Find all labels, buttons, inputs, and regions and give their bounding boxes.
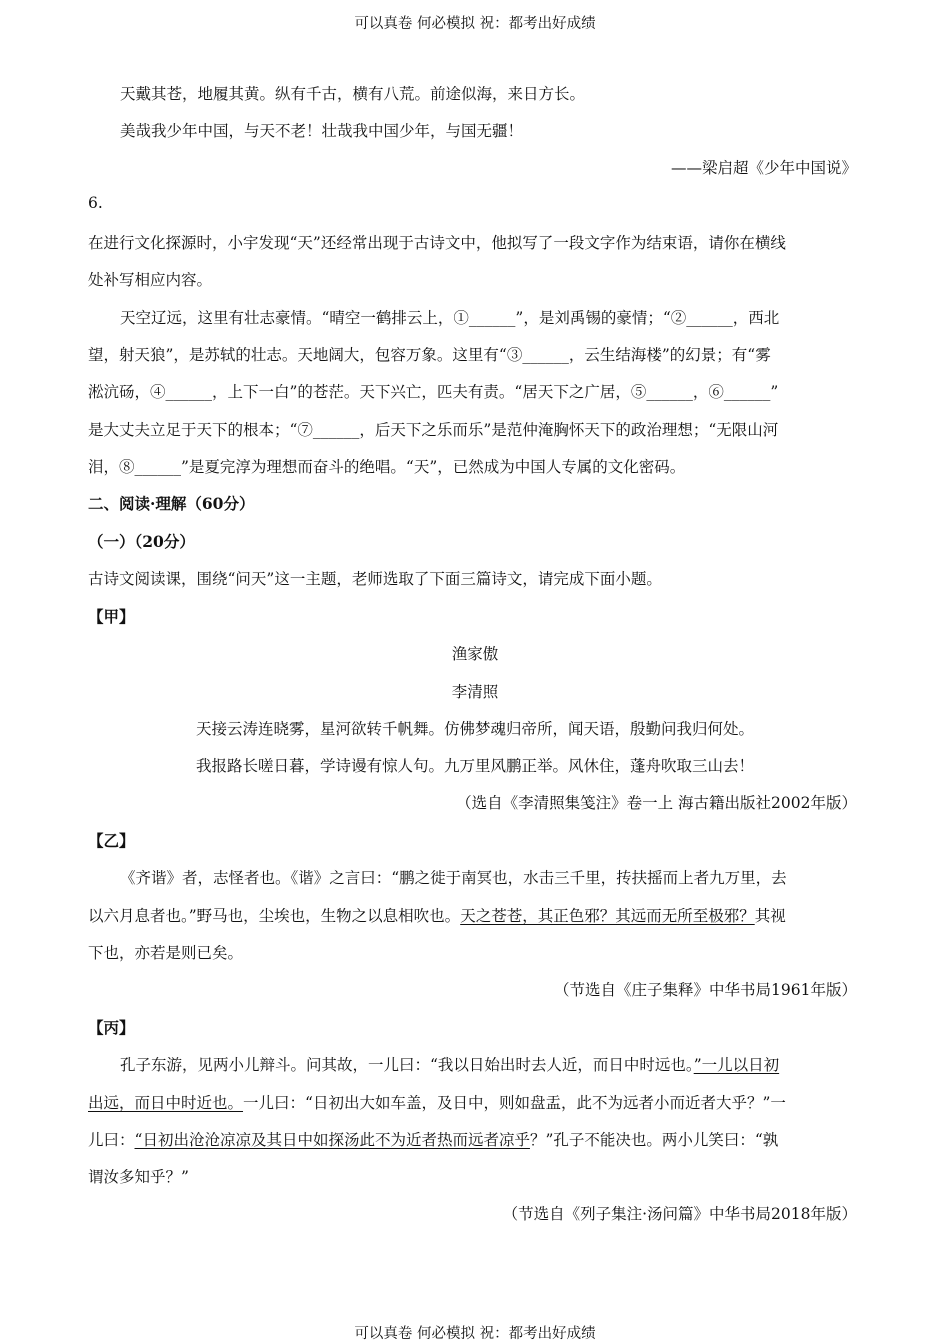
passage-label-jia: 【甲】 [88,607,135,626]
passage-label-bing: 【丙】 [88,1018,135,1037]
quote-line-2: 美哉我少年中国，与天不老！壮哉我中国少年，与国无疆！ [120,122,524,140]
reading-intro: 古诗文阅读课，围绕“问天”这一主题，老师选取了下面三篇诗文，请完成下面小题。 [88,570,662,588]
poem-source: （选自《李清照集笺注》卷一上 海古籍出版社2002年版） [456,794,857,812]
fill-blank-paragraph-line: 淞沆砀，④______，上下一白”的苍茫。天下兴亡，匹夫有责。“居天下之广居，⑤______，⑥______” [88,383,779,401]
page-footer: 可以真卷 何必模拟 祝：都考出好成绩 [354,1326,596,1342]
underlined-sentence: ”一儿以日初 [693,1056,780,1074]
passage-label-yi: 【乙】 [88,831,135,850]
underlined-sentence: 天之苍苍，其正色邪？其远而无所至极邪？ [460,907,755,925]
question-number: 6. [88,194,103,212]
passage-yi-source: （节选自《庄子集释》中华书局1961年版） [554,981,857,999]
underlined-sentence: 出远，而日中时近也。 [88,1094,244,1112]
fill-blank-paragraph-line: 望，射天狼”，是苏轼的壮志。天地阔大，包容万象。这里有“③______，云生结海楼”的幻景；有“雾 [88,346,771,364]
poem-title: 渔家傲 [451,645,499,663]
passage-bing-line: 出远，而日中时近也。一儿曰：“日初出大如车盖，及日中，则如盘盂，此不为远者小而近者大乎？”一 [88,1094,786,1112]
passage-yi-line: 以六月息者也。”野马也，尘埃也，生物之以息相吹也。天之苍苍，其正色邪？其远而无所至极邪？其视 [88,907,786,925]
passage-yi-line: 《齐谐》者，志怪者也。《谐》之言曰：“鹏之徙于南冥也，水击三千里，抟扶摇而上者九万里，去 [120,869,787,887]
part-title: （一）（20分） [88,532,195,551]
question-prompt-cont: 处补写相应内容。 [88,271,213,289]
passage-bing-source: （节选自《列子集注·汤问篇》中华书局2018年版） [502,1205,857,1223]
quote-source: ——梁启超《少年中国说》 [670,159,857,177]
fill-blank-paragraph: 天空辽远，这里有壮志豪情。“晴空一鹤排云上，①______”，是刘禹锡的豪情；“②______，西北 [120,309,780,327]
page-header: 可以真卷 何必模拟 祝：都考出好成绩 [354,16,596,32]
poem-line-1: 天接云涛连晓雾，星河欲转千帆舞。仿佛梦魂归帝所，闻天语，殷勤问我归何处。 [195,720,754,738]
passage-yi-line: 下也，亦若是则已矣。 [88,944,244,962]
question-prompt: 在进行文化探源时，小宇发现“天”还经常出现于古诗文中，他拟写了一段文字作为结束语，请你在横线 [88,234,786,252]
passage-bing-line: 儿曰：“日初出沧沧凉凉及其日中如探汤此不为近者热而远者凉乎？”孔子不能决也。两小儿笑曰：“孰 [88,1131,779,1149]
passage-bing-line: 谓汝多知乎？” [88,1168,189,1186]
section-title: 二、阅读·理解（60分） [88,494,255,513]
poem-line-2: 我报路长嗟日暮，学诗谩有惊人句。九万里风鹏正举。风休住，蓬舟吹取三山去！ [195,757,754,775]
fill-blank-paragraph-line: 泪，⑧______”是夏完淳为理想而奋斗的绝唱。“天”，已然成为中国人专属的文化密码。 [88,458,686,476]
underlined-sentence: “日初出沧沧凉凉及其日中如探汤此不为近者热而远者凉乎 [134,1131,530,1149]
passage-bing-line: 孔子东游，见两小儿辩斗。问其故，一儿曰：“我以日始出时去人近，而日中时远也。”一儿以日初 [120,1056,780,1074]
quote-line-1: 天戴其苍，地履其黄。纵有千古，横有八荒。前途似海，来日方长。 [120,85,586,103]
poem-author: 李清照 [451,683,499,701]
fill-blank-paragraph-line: 是大丈夫立足于天下的根本；“⑦______，后天下之乐而乐”是范仲淹胸怀天下的政治理想；“无限山河 [88,421,779,439]
